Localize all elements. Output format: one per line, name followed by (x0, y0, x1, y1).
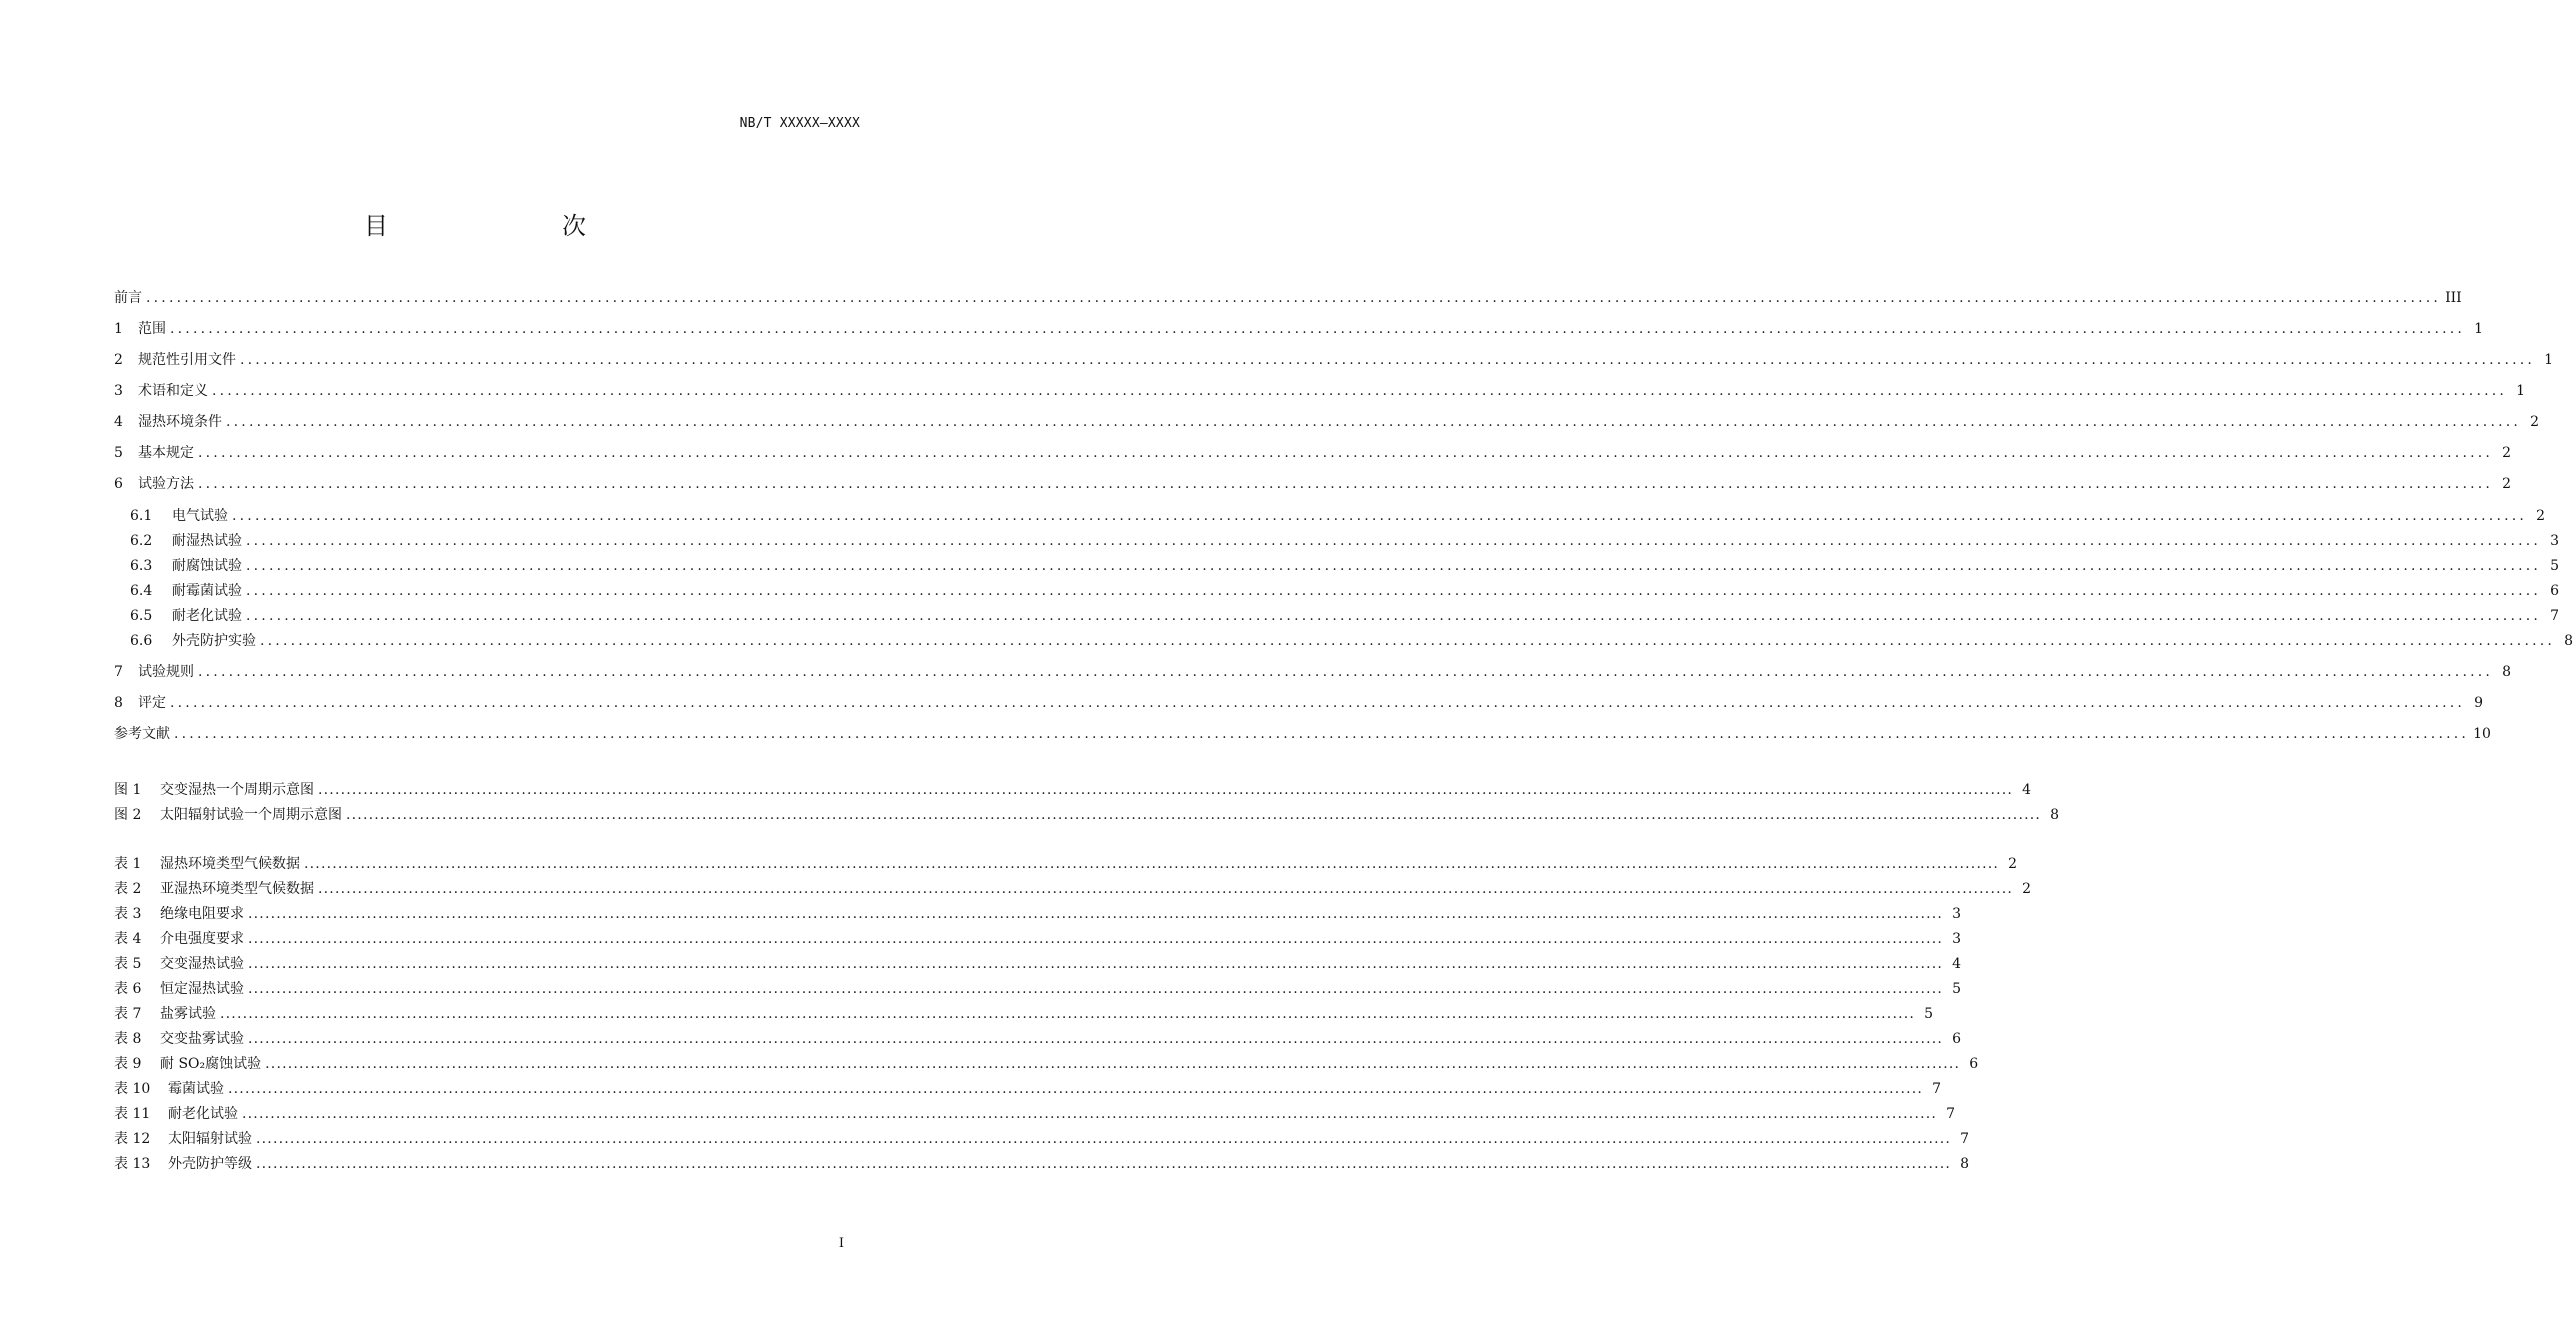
table-entry-number: 表 13 (114, 1156, 151, 1172)
toc-entry[interactable] (114, 318, 2484, 340)
dot-leader: ............................................................................................................................................................................................................................................................................................................ (174, 726, 2470, 742)
figure-entry-page: 8 (2050, 807, 2060, 823)
table-entry-number: 表 6 (114, 981, 142, 997)
table-entry[interactable] (114, 903, 1962, 925)
toc-entry-page: 2 (2502, 476, 2512, 492)
toc-entry-number: 6 (114, 476, 123, 492)
toc-subentry-number: 6.6 (130, 633, 153, 649)
toc-subentry-page: 2 (2536, 508, 2546, 524)
table-entry-page: 2 (2022, 881, 2032, 897)
toc-subentry[interactable] (130, 555, 2560, 577)
table-entry-label: 耐老化试验 (168, 1106, 238, 1122)
dot-leader: ............................................................................................................................................................................................................................................................................................................ (242, 1106, 1938, 1122)
table-entry[interactable] (114, 953, 1962, 975)
dot-leader: ............................................................................................................................................................................................................................................................................................................ (318, 881, 2014, 897)
dot-leader: ............................................................................................................................................................................................................................................................................................................ (146, 290, 2442, 306)
table-entry-label: 亚湿热环境类型气候数据 (160, 881, 314, 897)
toc-entry-label: 试验方法 (138, 476, 194, 492)
toc-entry-page: 2 (2530, 414, 2540, 430)
dot-leader: ............................................................................................................................................................................................................................................................................................................ (256, 1131, 1952, 1147)
dot-leader: ............................................................................................................................................................................................................................................................................................................ (220, 1006, 1916, 1022)
toc-entry-page: 1 (2474, 321, 2484, 337)
toc-entry-label: 基本规定 (138, 445, 194, 461)
dot-leader: ............................................................................................................................................................................................................................................................................................................ (318, 782, 2014, 798)
toc-subentry-page: 6 (2550, 583, 2560, 599)
table-entry-label: 太阳辐射试验 (168, 1131, 252, 1147)
page-number: I (838, 1236, 844, 1251)
dot-leader: ............................................................................................................................................................................................................................................................................................................ (265, 1056, 1961, 1072)
table-entry-number: 表 7 (114, 1006, 142, 1022)
toc-entry-page: 8 (2502, 664, 2512, 680)
dot-leader: ............................................................................................................................................................................................................................................................................................................ (246, 583, 2542, 599)
table-entry-page: 3 (1952, 931, 1962, 947)
toc-subentry[interactable] (130, 630, 2573, 652)
dot-leader: ............................................................................................................................................................................................................................................................................................................ (240, 352, 2536, 368)
dot-leader: ............................................................................................................................................................................................................................................................................................................ (198, 664, 2494, 680)
toc-subentry-number: 6.5 (130, 608, 153, 624)
table-entry-page: 4 (1952, 956, 1962, 972)
table-entry-label: 交变盐雾试验 (160, 1031, 244, 1047)
toc-subentry-number: 6.2 (130, 533, 153, 549)
table-entry[interactable] (114, 1028, 1962, 1050)
dot-leader: ............................................................................................................................................................................................................................................................................................................ (226, 414, 2522, 430)
table-entry-number: 表 2 (114, 881, 142, 897)
table-entry-label: 恒定湿热试验 (160, 981, 244, 997)
table-entry[interactable] (114, 1128, 1970, 1150)
toc-subentry-page: 7 (2550, 608, 2560, 624)
table-entry-label: 湿热环境类型气候数据 (160, 856, 300, 872)
table-entry-label: 绝缘电阻要求 (160, 906, 244, 922)
toc-entry-number: 4 (114, 414, 123, 430)
table-entry-label: 盐雾试验 (160, 1006, 216, 1022)
dot-leader: ............................................................................................................................................................................................................................................................................................................ (248, 956, 1944, 972)
toc-entry-number: 2 (114, 352, 123, 368)
figure-entry-label: 交变湿热一个周期示意图 (160, 782, 314, 798)
toc-subentry[interactable] (130, 605, 2560, 627)
toc-subentry-number: 6.3 (130, 558, 153, 574)
toc-entry-label: 规范性引用文件 (138, 352, 236, 368)
toc-subentry-label: 外壳防护实验 (172, 633, 256, 649)
page-title: 目 次 (364, 212, 628, 240)
table-entry[interactable] (114, 1003, 1934, 1025)
table-entry-page: 5 (1952, 981, 1962, 997)
dot-leader: ............................................................................................................................................................................................................................................................................................................ (232, 508, 2528, 524)
toc-entry-number: 7 (114, 664, 123, 680)
toc-subentry-label: 耐腐蚀试验 (172, 558, 242, 574)
toc-entry-label: 评定 (138, 695, 166, 711)
dot-leader: ............................................................................................................................................................................................................................................................................................................ (198, 445, 2494, 461)
dot-leader: ............................................................................................................................................................................................................................................................................................................ (304, 856, 2000, 872)
table-entry-number: 表 3 (114, 906, 142, 922)
dot-leader: ............................................................................................................................................................................................................................................................................................................ (170, 321, 2466, 337)
table-entry-label: 外壳防护等级 (168, 1156, 252, 1172)
toc-subentry-page: 8 (2564, 633, 2573, 649)
table-entry-page: 3 (1952, 906, 1962, 922)
toc-entry-page: 9 (2474, 695, 2484, 711)
table-entry-page: 6 (1969, 1056, 1979, 1072)
table-entry-number: 表 4 (114, 931, 142, 947)
toc-subentry-number: 6.1 (130, 508, 153, 524)
toc-subentry-label: 耐老化试验 (172, 608, 242, 624)
table-entry-page: 6 (1952, 1031, 1962, 1047)
figure-entry-number: 图 1 (114, 782, 142, 798)
table-entry-page: 5 (1924, 1006, 1934, 1022)
toc-entry-label: 术语和定义 (138, 383, 208, 399)
toc-entry[interactable] (114, 473, 2512, 495)
toc-entry-label: 湿热环境条件 (138, 414, 222, 430)
toc-subentry-page: 5 (2550, 558, 2560, 574)
table-entry-number: 表 9 (114, 1056, 142, 1072)
table-entry-number: 表 10 (114, 1081, 151, 1097)
table-entry[interactable] (114, 853, 2018, 875)
toc-entry-label: 试验规则 (138, 664, 194, 680)
table-entry-number: 表 8 (114, 1031, 142, 1047)
document-code: NB/T XXXXX—XXXX (739, 116, 860, 131)
table-entry-page: 8 (1960, 1156, 1970, 1172)
toc-subentry[interactable] (130, 580, 2560, 602)
toc-entry[interactable] (114, 661, 2512, 683)
toc-entry-label: 参考文献 (114, 726, 170, 742)
toc-subentry-label: 电气试验 (172, 508, 228, 524)
toc-entry-number: 5 (114, 445, 123, 461)
table-entry-label: 霉菌试验 (168, 1081, 224, 1097)
dot-leader: ............................................................................................................................................................................................................................................................................................................ (246, 558, 2542, 574)
toc-entry[interactable] (114, 380, 2526, 402)
table-entry[interactable] (114, 1153, 1970, 1175)
table-entry-page: 7 (1946, 1106, 1956, 1122)
toc-entry-page: 10 (2473, 726, 2491, 742)
toc-subentry-label: 耐湿热试验 (172, 533, 242, 549)
dot-leader: ............................................................................................................................................................................................................................................................................................................ (228, 1081, 1924, 1097)
toc-subentry-number: 6.4 (130, 583, 153, 599)
dot-leader: ............................................................................................................................................................................................................................................................................................................ (248, 931, 1944, 947)
toc-entry-label: 范围 (138, 321, 166, 337)
table-entry-label: 交变湿热试验 (160, 956, 244, 972)
dot-leader: ............................................................................................................................................................................................................................................................................................................ (260, 633, 2556, 649)
dot-leader: ............................................................................................................................................................................................................................................................................................................ (212, 383, 2508, 399)
toc-entry[interactable] (114, 692, 2484, 714)
table-entry-number: 表 12 (114, 1131, 151, 1147)
toc-entry-page: 1 (2544, 352, 2554, 368)
table-entry[interactable] (114, 978, 1962, 1000)
figure-entry[interactable] (114, 804, 2060, 826)
toc-entry-page: 1 (2516, 383, 2526, 399)
toc-entry[interactable] (114, 349, 2554, 371)
toc-subentry-label: 耐霉菌试验 (172, 583, 242, 599)
table-entry-number: 表 5 (114, 956, 142, 972)
toc-entry[interactable] (114, 442, 2512, 464)
toc-entry[interactable] (114, 723, 2491, 745)
dot-leader: ............................................................................................................................................................................................................................................................................................................ (246, 533, 2542, 549)
dot-leader: ............................................................................................................................................................................................................................................................................................................ (170, 695, 2466, 711)
dot-leader: ............................................................................................................................................................................................................................................................................................................ (198, 476, 2494, 492)
dot-leader: ............................................................................................................................................................................................................................................................................................................ (248, 906, 1944, 922)
dot-leader: ............................................................................................................................................................................................................................................................................................................ (248, 1031, 1944, 1047)
table-entry-label: 介电强度要求 (160, 931, 244, 947)
figure-entry-page: 4 (2022, 782, 2032, 798)
table-entry-page: 7 (1960, 1131, 1970, 1147)
table-entry-number: 表 11 (114, 1106, 151, 1122)
toc-subentry[interactable] (130, 530, 2560, 552)
toc-entry[interactable] (114, 411, 2540, 433)
toc-entry-number: 3 (114, 383, 123, 399)
figure-entry[interactable] (114, 779, 2032, 801)
toc-entry-number: 8 (114, 695, 123, 711)
figure-entry-number: 图 2 (114, 807, 142, 823)
table-entry-page: 2 (2008, 856, 2018, 872)
table-entry-number: 表 1 (114, 856, 142, 872)
table-entry[interactable] (114, 1053, 1979, 1075)
figure-entry-label: 太阳辐射试验一个周期示意图 (160, 807, 342, 823)
dot-leader: ............................................................................................................................................................................................................................................................................................................ (248, 981, 1944, 997)
toc-entry-page: 2 (2502, 445, 2512, 461)
dot-leader: ............................................................................................................................................................................................................................................................................................................ (346, 807, 2042, 823)
table-entry[interactable] (114, 1103, 1956, 1125)
dot-leader: ............................................................................................................................................................................................................................................................................................................ (256, 1156, 1952, 1172)
toc-entry-number: 1 (114, 321, 123, 337)
toc-entry[interactable] (114, 287, 2462, 309)
table-entry[interactable] (114, 1078, 1942, 1100)
toc-subentry-page: 3 (2550, 533, 2560, 549)
dot-leader: ............................................................................................................................................................................................................................................................................................................ (246, 608, 2542, 624)
table-entry-label: 耐 SO₂腐蚀试验 (160, 1056, 262, 1072)
table-entry[interactable] (114, 928, 1962, 950)
toc-subentry[interactable] (130, 505, 2546, 527)
table-entry-page: 7 (1932, 1081, 1942, 1097)
toc-entry-page: III (2445, 290, 2462, 306)
table-entry[interactable] (114, 878, 2032, 900)
toc-entry-label: 前言 (114, 290, 142, 306)
